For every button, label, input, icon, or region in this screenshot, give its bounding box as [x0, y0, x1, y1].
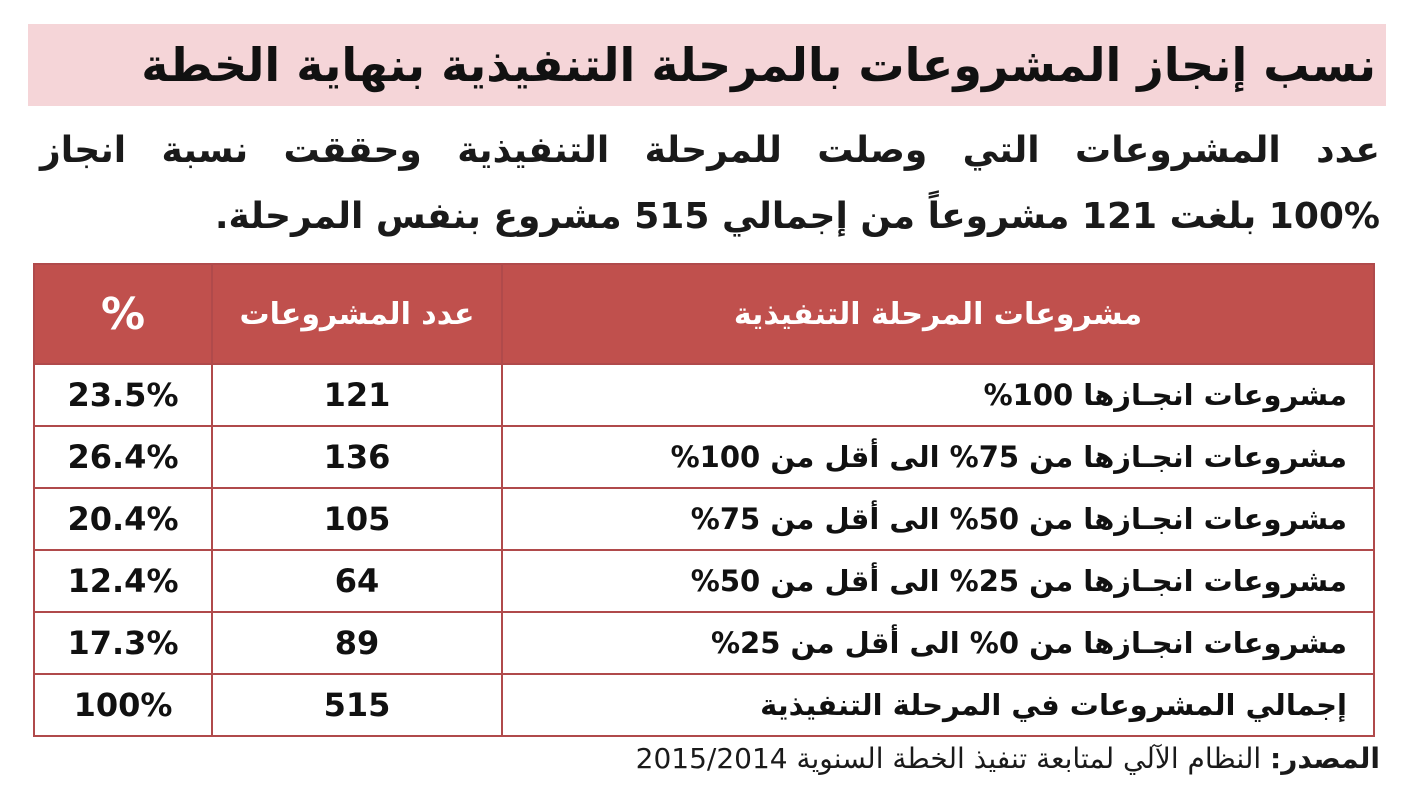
page-title: نسب إنجاز المشروعات بالمرحلة التنفيذية بنهاية الخطة [141, 38, 1376, 92]
total-label: إجمالي المشروعات في المرحلة التنفيذية [502, 674, 1374, 736]
table-row [34, 488, 1374, 550]
title-banner [28, 24, 1386, 106]
header-percent: % [34, 264, 212, 364]
total-count: 515 [212, 674, 502, 736]
intro-line-2: 100% بلغت 121 مشروعاً من إجمالي 515 مشروع بنفس المرحلة. [214, 196, 1380, 237]
row-percent: 20.4% [34, 488, 212, 550]
table-total-row [34, 674, 1374, 736]
source-label: المصدر: [1270, 742, 1380, 775]
row-percent: 23.5% [34, 364, 212, 426]
intro-line-1: عدد المشروعات التي وصلت للمرحلة التنفيذية وحققت نسبة انجاز [40, 130, 1380, 171]
table-header-row [34, 264, 1374, 364]
row-label: مشروعات انجـازها 100% [502, 364, 1374, 426]
table-row [34, 426, 1374, 488]
row-count: 121 [212, 364, 502, 426]
row-percent: 12.4% [34, 550, 212, 612]
row-count: 89 [212, 612, 502, 674]
header-count: عدد المشروعات [212, 264, 502, 364]
row-label: مشروعات انجـازها من 50% الى أقل من 75% [502, 488, 1374, 550]
row-count: 64 [212, 550, 502, 612]
table-row [34, 550, 1374, 612]
row-percent: 17.3% [34, 612, 212, 674]
header-category: مشروعات المرحلة التنفيذية [502, 264, 1374, 364]
source-note [30, 742, 1380, 775]
source-text: النظام الآلي لمتابعة تنفيذ الخطة السنوية 2015/2014 [635, 742, 1271, 775]
intro-paragraph [40, 118, 1380, 250]
row-label: مشروعات انجـازها من 25% الى أقل من 50% [502, 550, 1374, 612]
row-percent: 26.4% [34, 426, 212, 488]
total-percent: 100% [34, 674, 212, 736]
row-count: 105 [212, 488, 502, 550]
row-label: مشروعات انجـازها من 75% الى أقل من 100% [502, 426, 1374, 488]
table-row [34, 612, 1374, 674]
projects-table [33, 263, 1375, 737]
table-row [34, 364, 1374, 426]
row-label: مشروعات انجـازها من 0% الى أقل من 25% [502, 612, 1374, 674]
row-count: 136 [212, 426, 502, 488]
